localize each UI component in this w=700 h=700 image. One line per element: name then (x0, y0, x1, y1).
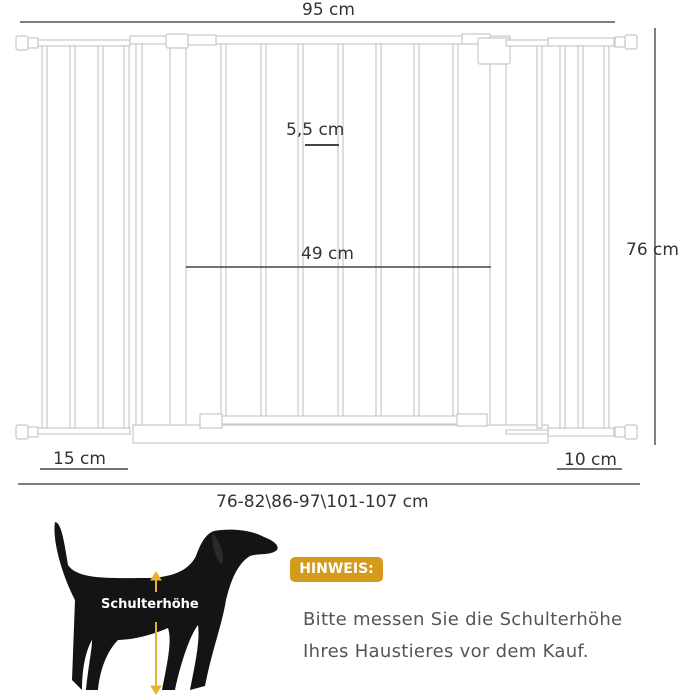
door-bottom-rail (200, 416, 485, 424)
latch-handle (478, 38, 510, 64)
hinge-top-bracket (188, 35, 216, 45)
latch-post (490, 44, 506, 425)
left-extension-bottom-rail (38, 428, 130, 434)
wall-cup-bottom-right (625, 425, 637, 439)
shoulder-height-label: Schulterhöhe (101, 597, 199, 612)
door-width-label: 49 cm (301, 244, 354, 264)
right-extension-bottom-bar (548, 428, 614, 436)
door-bottom-hinge (200, 414, 222, 428)
wall-cup-bottom-left-knob (28, 427, 38, 437)
extension-left-label: 15 cm (53, 449, 106, 469)
total-width-label: 95 cm (302, 0, 355, 20)
right-extension-top-rail (506, 40, 548, 46)
extension-right-label: 10 cm (564, 450, 617, 470)
width-range-label: 76-82\86-97\101-107 cm (216, 492, 429, 512)
wall-cup-top-left (16, 36, 28, 50)
right-extension-top-bar (548, 38, 614, 46)
hint-line-2: Ihres Haustieres vor dem Kauf. (303, 641, 589, 662)
bar-spacing-label: 5,5 cm (286, 120, 345, 140)
gate-frame (16, 34, 637, 443)
hinge-post (170, 40, 186, 425)
height-label: 76 cm (626, 240, 679, 260)
hinge-top (166, 34, 188, 48)
wall-cup-top-left-knob (28, 38, 38, 48)
door-bottom-latch (457, 414, 487, 426)
main-bottom-rail (133, 425, 548, 443)
hint-badge: HINWEIS: (290, 557, 383, 582)
wall-cup-bottom-left (16, 425, 28, 439)
left-extension-top-rail (38, 40, 130, 46)
wall-cup-top-right (625, 35, 637, 49)
wall-cup-bottom-right-knob (615, 427, 625, 437)
wall-cup-top-right-knob (615, 37, 625, 47)
hint-line-1: Bitte messen Sie die Schulterhöhe (303, 609, 623, 630)
